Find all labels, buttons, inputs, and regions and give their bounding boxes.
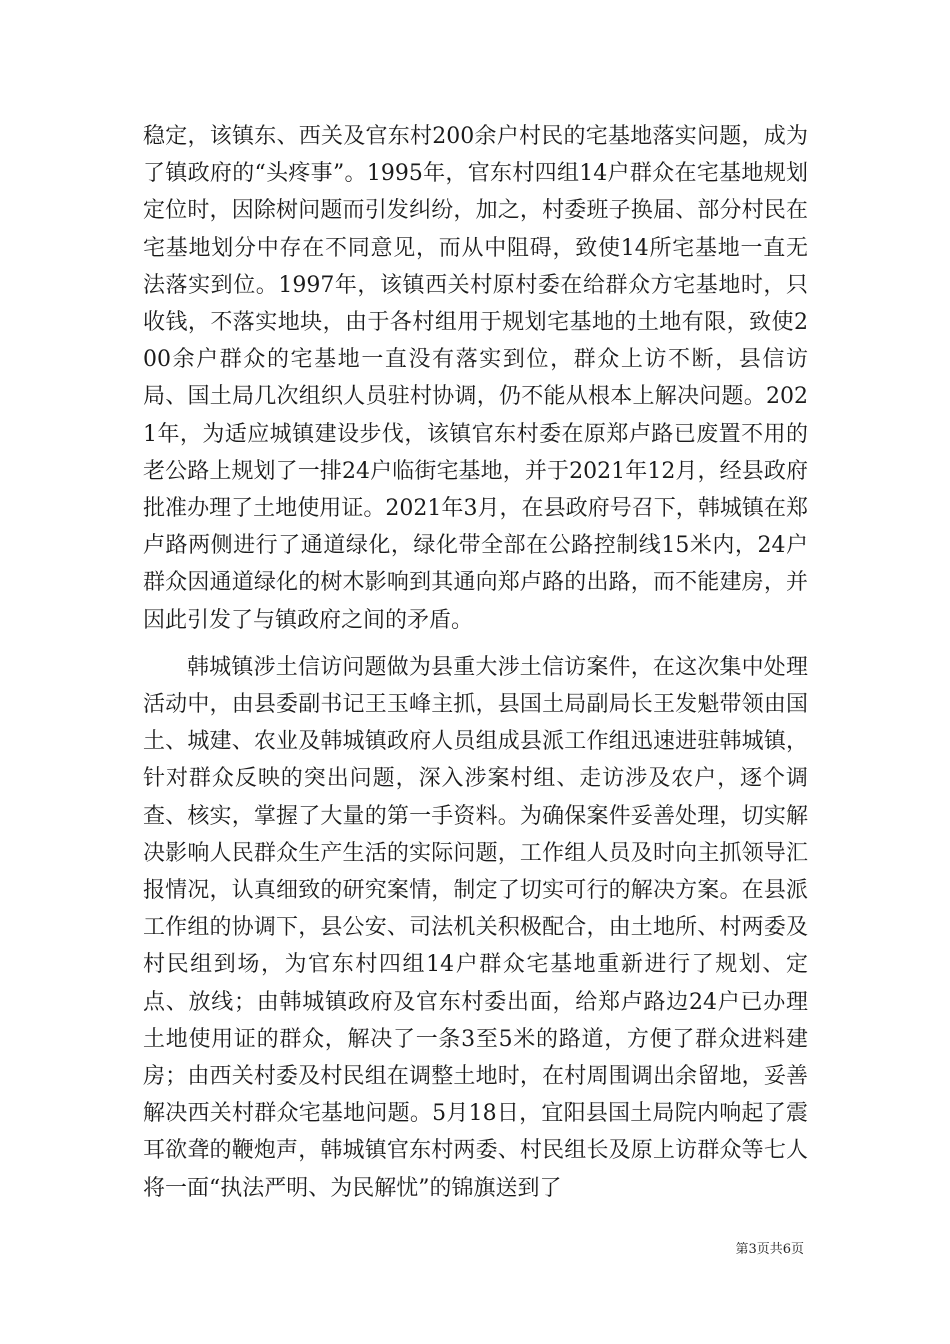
paragraph-1: 稳定，该镇东、西关及官东村200余户村民的宅基地落实问题，成为了镇政府的“头疼事”。1995年，官东村四组14户群众在宅基地规划定位时，因除树问题而引发纠纷，加之，村委班子换届、部分村民在宅基地划分中存在不同意见，而从中阻碍，致使14所宅基地一直无法落实到位。1997年，该镇西关村原村委在给群众方宅基地时，只收钱，不落实地块，由于各村组用于规划宅基地的土地有限，致使200余户群众的宅基地一直没有落实到位，群众上访不断，县信访局、国土局几次组织人员驻村协调，仍不能从根本上解决问题。2021年，为适应城镇建设步伐，该镇官东村委在原郑卢路已废置不用的老公路上规划了一排24户临街宅基地，并于2021年12月，经县政府批准办理了土地使用证。2021年3月，在县政府号召下，韩城镇在郑卢路两侧进行了通道绿化，绿化带全部在公路控制线15米内，24户群众因通道绿化的树木影响到其通向郑卢路的出路，而不能建房，并因此引发了与镇政府之间的矛盾。 (143, 124, 808, 633)
paragraph-2: 韩城镇涉土信访问题做为县重大涉土信访案件，在这次集中处理活动中，由县委副书记王玉峰主抓，县国土局副局长王发魁带领由国土、城建、农业及韩城镇政府人员组成县派工作组迅速进驻韩城镇，针对群众反映的突出问题，深入涉案村组、走访涉及农户，逐个调查、核实，掌握了大量的第一手资料。为确保案件妥善处理，切实解决影响人民群众生产生活的实际问题，工作组人员及时向主抓领导汇报情况，认真细致的研究案情，制定了切实可行的解决方案。在县派工作组的协调下，县公安、司法机关积极配合，由土地所、村两委及村民组到场，为官东村四组14户群众宅基地重新进行了规划、定点、放线；由韩城镇政府及官东村委出面，给郑卢路边24户已办理土地使用证的群众，解决了一条3至5米的路道，方便了群众进料建房；由西关村委及村民组在调整土地时，在村周围调出余留地，妥善解决西关村群众宅基地问题。5月18日，宜阳县国土局院内响起了震耳欲聋的鞭炮声，韩城镇官东村两委、村民组长及原上访群众等七人将一面“执法严明、为民解忧”的锦旗送到了 (143, 654, 808, 1201)
document-body (143, 118, 808, 1207)
page-number: 第3页共6页 (735, 1242, 804, 1257)
